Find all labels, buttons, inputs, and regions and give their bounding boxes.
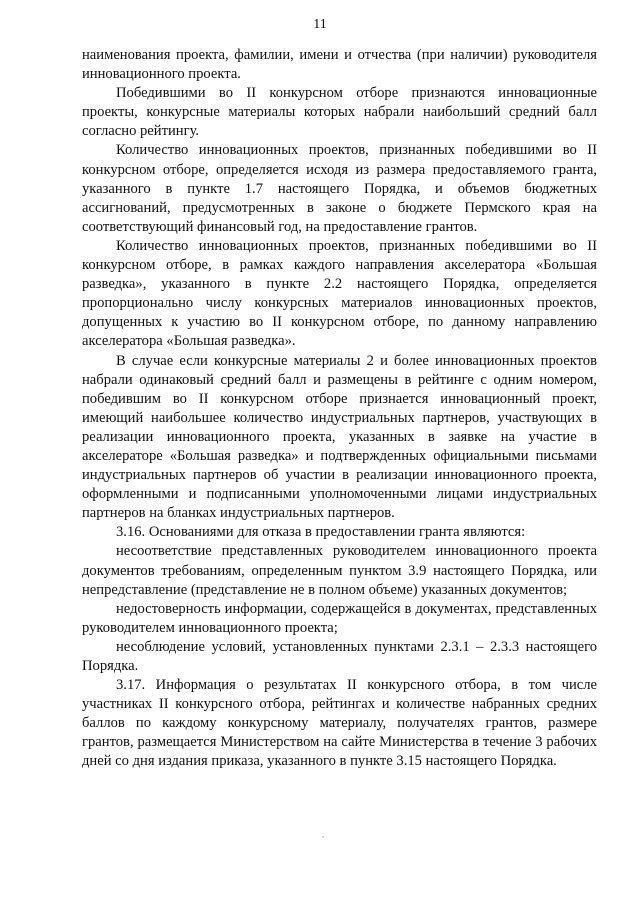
paragraph-winners-count: Количество инновационных проектов, признанных победившими во II конкурсном отборе, определяется исходя из размера предоставляемого гранта, указанного в пункте 1.7 настоящего Порядка, и объемов бюджетных ассигнований, предусмотренных в законе о бюджете Пермского края на соответствующий финансовый год, на предоставление грантов. xyxy=(82,142,597,235)
paragraph-3-16-heading: 3.16. Основаниями для отказа в предоставлении гранта являются: xyxy=(116,524,526,541)
paragraph-refusal-reason-1: несоответствие представленных руководителем инновационного проекта документов требованиям, определенным пунктом 3.9 настоящего Порядка, или непредставление (представление не в полном объеме) указанных документов; xyxy=(82,543,597,598)
document-body xyxy=(82,46,597,772)
paragraph-tie-break: В случае если конкурсные материалы 2 и более инновационных проектов набрали одинаковый средний балл и размещены в рейтинге с одним номером, победившим во II конкурсном отборе признается инновационный проект, имеющий наибольшее количество индустриальных партнеров, участвующих в реализации инновационного проекта, указанных в заявке на участие в акселераторе «Большая разведка» и подтвержденных официальными письмами индустриальных партнеров об участии в реализации инновационного проекта, оформленными и подписанными уполномоченными лицами индустриальных партнеров на бланках индустриальных партнеров. xyxy=(82,352,597,522)
page-number: 11 xyxy=(313,17,327,32)
paragraph-continuation: наименования проекта, фамилии, имени и отчества (при наличии) руководителя инновационного проекта. xyxy=(82,47,597,83)
paragraph-3-17: 3.17. Информация о результатах II конкурсного отбора, в том числе участниках II конкурсного отбора, рейтингах и количестве набранных средних баллов по каждому конкурсному материалу, получателях грантов, размере грантов, размещается Министерством на сайте Министерства в течение 3 рабочих дней со дня издания приказа, указанного в пункте 3.15 настоящего Порядка. xyxy=(82,677,597,770)
paragraph-refusal-reason-3: несоблюдение условий, установленных пунктами 2.3.1 – 2.3.3 настоящего Порядка. xyxy=(82,638,597,674)
paragraph-refusal-reason-2: недостоверность информации, содержащейся в документах, представленных руководителем инновационного проекта; xyxy=(82,600,597,636)
paragraph-winners-by-direction: Количество инновационных проектов, признанных победившими во II конкурсном отборе, в рамках каждого направления акселератора «Большая разведка», указанного в пункте 2.2 настоящего Порядка, определяется пропорционально числу конкурсных материалов инновационных проектов, допущенных к участию во II конкурсном отборе, по данному направлению акселератора «Большая разведка». xyxy=(82,237,597,350)
paragraph-winners-criteria: Победившими во II конкурсном отборе признаются инновационные проекты, конкурсные материалы которых набрали наибольший средний балл согласно рейтингу. xyxy=(82,85,597,140)
scan-dot xyxy=(322,836,324,838)
